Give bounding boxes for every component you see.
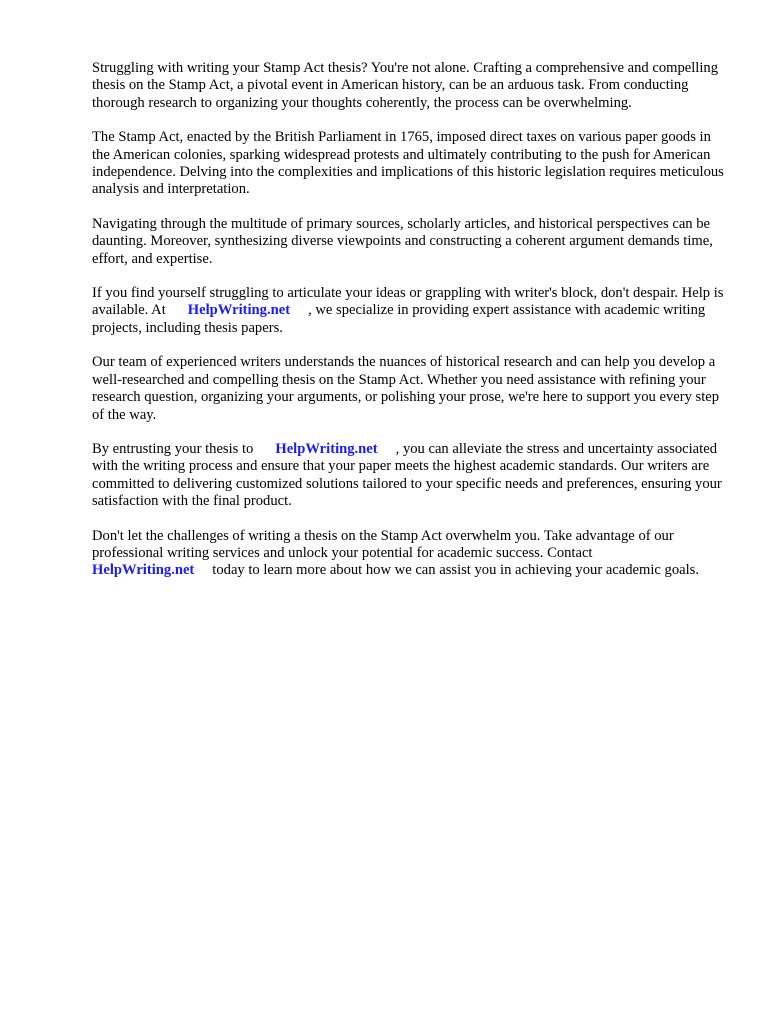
paragraph-sources-text: Navigating through the multitude of primary sources, scholarly articles, and historical perspectives can be daunting. Moreover, synthesizing diverse viewpoints and constructing a coherent argument demands time, effort, and expertise. bbox=[92, 215, 713, 267]
paragraph-history bbox=[92, 129, 728, 199]
document-body bbox=[92, 60, 728, 597]
paragraph-team-text: Our team of experienced writers understands the nuances of historical research and can help you develop a well-researched and compelling thesis on the Stamp Act. Whether you need assistance with refining your research question, organizing your arguments, or polishing your prose, we're here to support you every step of the way. bbox=[92, 354, 720, 423]
paragraph-help-text-after: , we specialize in providing expert assistance with academic writing projects, including thesis papers. bbox=[92, 302, 706, 336]
paragraph-history-text: The Stamp Act, enacted by the British Parliament in 1765, imposed direct taxes on various paper goods in the American colonies, sparking widespread protests and ultimately contributing to the push for American independence. Delving into the complexities and implications of this historic legislation requires meticulous analysis and interpretation. bbox=[92, 129, 724, 198]
paragraph-intro-text: Struggling with writing your Stamp Act thesis? You're not alone. Crafting a comprehensive and compelling thesis on the Stamp Act, a pivotal event in American history, can be an arduous task. From conducting thorough research to organizing your thoughts coherently, the process can be overwhelming. bbox=[92, 60, 719, 111]
paragraph-entrust bbox=[92, 441, 728, 511]
paragraph-team bbox=[92, 354, 728, 424]
paragraph-contact bbox=[92, 528, 728, 580]
paragraph-intro bbox=[92, 60, 728, 112]
paragraph-sources bbox=[92, 216, 728, 268]
paragraph-entrust-text-after: , you can alleviate the stress and uncertainty associated with the writing process and ensure that your paper meets the highest academic standards. Our writers are committed to delivering customized solutions tailored to your specific needs and preferences, ensuring your satisfaction with the final product. bbox=[92, 440, 722, 510]
paragraph-help-text-before: If you find yourself struggling to articulate your ideas or grappling with writer's block, don't despair. Help is available. At bbox=[92, 285, 724, 319]
paragraph-entrust-text-before: By entrusting your thesis to bbox=[92, 440, 254, 457]
paragraph-contact-text-before: Don't let the challenges of writing a thesis on the Stamp Act overwhelm you. Take advantage of our professional writing services and unlock your potential for academic success. Contact bbox=[92, 527, 674, 561]
paragraph-contact-text-after: today to learn more about how we can assist you in achieving your academic goals. bbox=[212, 562, 700, 579]
helpwriting-link-1[interactable]: HelpWriting.net bbox=[187, 302, 291, 319]
helpwriting-link-3[interactable]: HelpWriting.net bbox=[92, 562, 195, 579]
helpwriting-link-2[interactable]: HelpWriting.net bbox=[275, 440, 378, 457]
paragraph-help bbox=[92, 285, 728, 337]
